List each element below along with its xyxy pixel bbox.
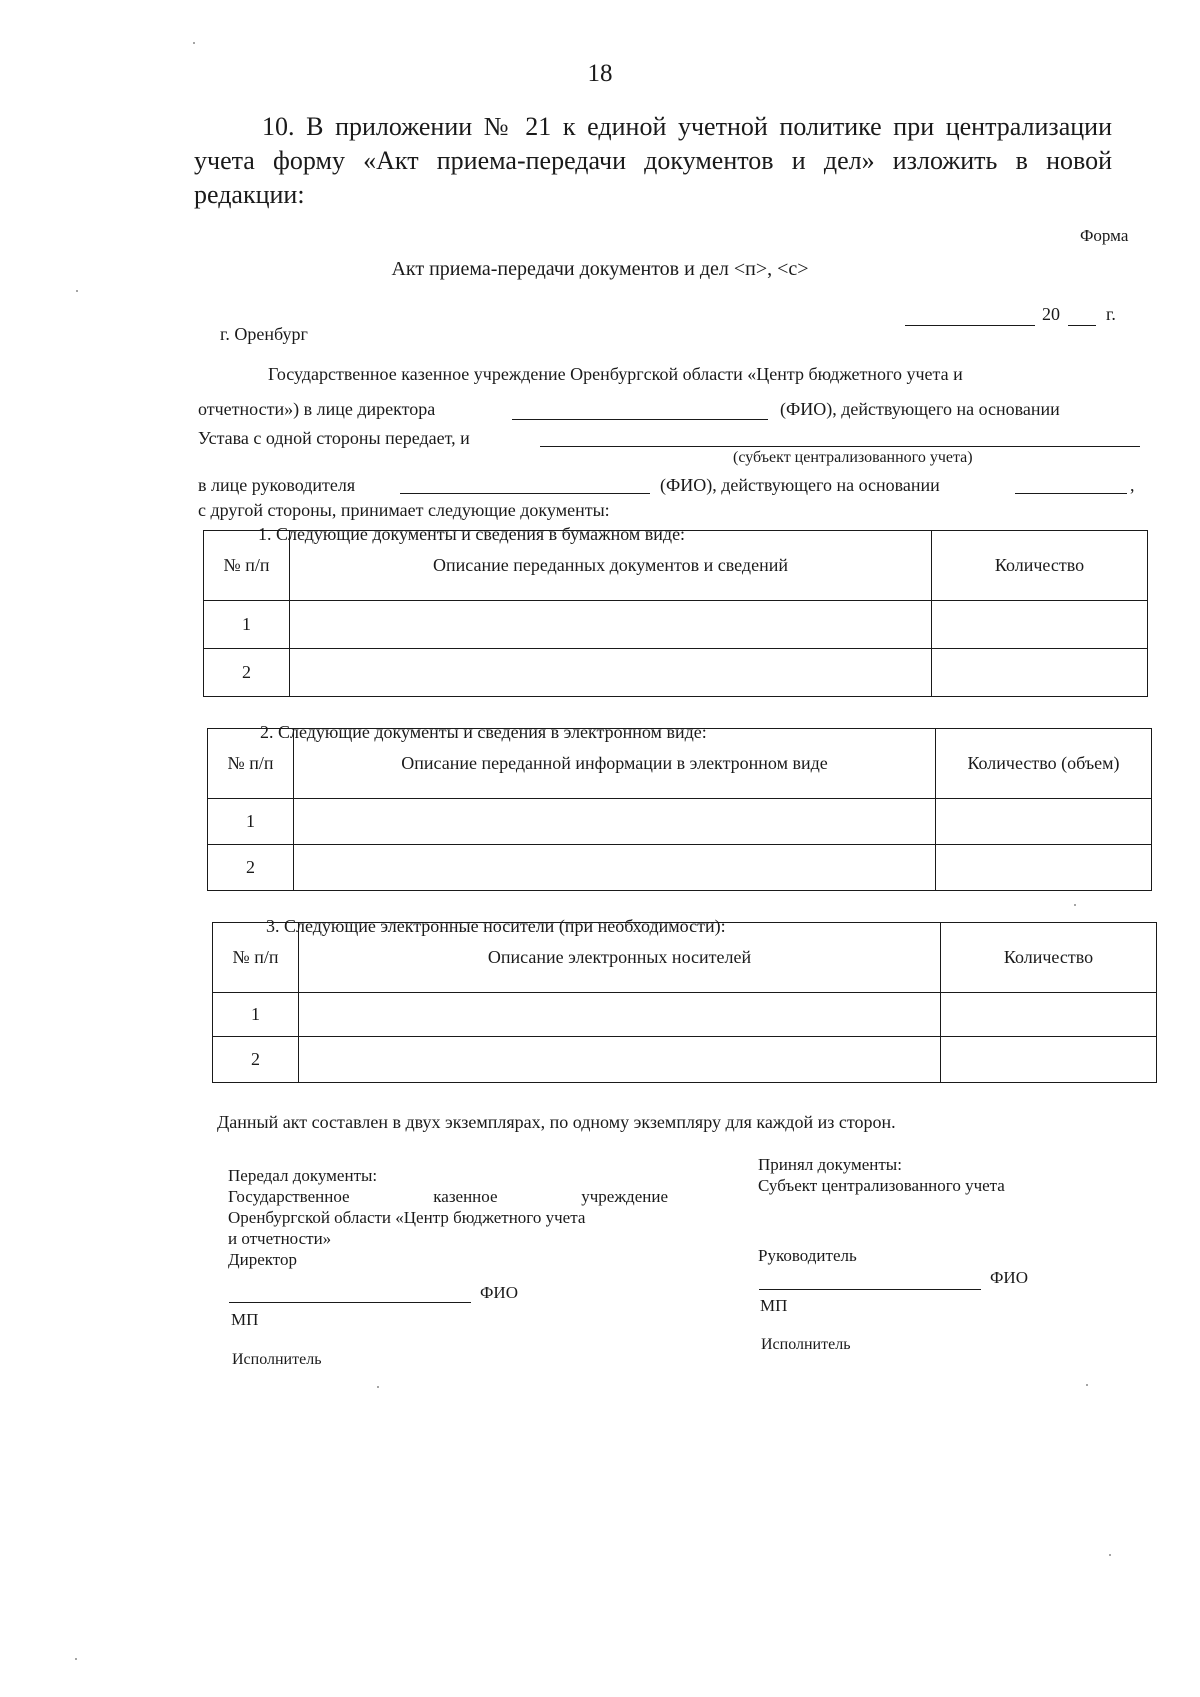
transferor-org-line-2: Оренбургской области «Центр бюджетного учета bbox=[228, 1208, 586, 1227]
table-row bbox=[208, 799, 1152, 845]
org-word: казенное bbox=[433, 1187, 498, 1206]
date-year-suffix: г. bbox=[1106, 304, 1116, 324]
intro-line-1: 10. В приложении № 21 к единой учетной политике при централизации bbox=[262, 112, 1112, 141]
table-header-row bbox=[208, 729, 1152, 799]
transferor-org-line-3: и отчетности» bbox=[228, 1229, 332, 1248]
page-number: 18 bbox=[587, 60, 613, 87]
body-line-3-left: Устава с одной стороны передает, и bbox=[198, 428, 470, 448]
row-number: 2 bbox=[213, 1037, 299, 1083]
body-line-1: Государственное казенное учреждение Оренбургской области «Центр бюджетного учета и bbox=[268, 364, 963, 384]
table-row bbox=[213, 1037, 1157, 1083]
recipient-stamp: МП bbox=[760, 1296, 788, 1315]
row-number: 1 bbox=[208, 799, 294, 845]
transferor-signature-block bbox=[228, 1165, 668, 1270]
row-description[interactable] bbox=[299, 993, 941, 1037]
row-description[interactable] bbox=[294, 845, 936, 891]
row-description[interactable] bbox=[290, 601, 932, 649]
recipient-signature-blank bbox=[759, 1289, 981, 1290]
recipient-subject: Субъект централизованного учета bbox=[758, 1176, 1005, 1195]
body-line-5: с другой стороны, принимает следующие документы: bbox=[198, 500, 610, 520]
org-word: Государственное bbox=[228, 1187, 350, 1206]
electronic-media-table bbox=[212, 922, 1157, 1083]
form-label: Форма bbox=[1080, 226, 1129, 245]
recipient-heading: Принял документы: bbox=[758, 1155, 902, 1174]
closing-statement: Данный акт составлен в двух экземплярах, по одному экземпляру для каждой из сторон. bbox=[217, 1112, 896, 1132]
row-number: 1 bbox=[213, 993, 299, 1037]
row-number: 2 bbox=[204, 649, 290, 697]
recipient-fio: ФИО bbox=[990, 1268, 1028, 1287]
intro-line-3: редакции: bbox=[194, 180, 305, 209]
intro-line-2: учета форму «Акт приема-передачи документов и дел» изложить в новой bbox=[194, 146, 1112, 175]
date-year-prefix: 20 bbox=[1042, 304, 1060, 324]
transferor-fio: ФИО bbox=[480, 1283, 518, 1302]
scan-speck bbox=[1109, 1554, 1111, 1556]
header-number: № п/п bbox=[213, 923, 299, 993]
header-quantity: Количество bbox=[932, 531, 1148, 601]
director-fio-blank bbox=[512, 419, 768, 420]
body-line-2-right: (ФИО), действующего на основании bbox=[780, 399, 1060, 419]
row-description[interactable] bbox=[290, 649, 932, 697]
row-quantity[interactable] bbox=[932, 601, 1148, 649]
recipient-position: Руководитель bbox=[758, 1246, 857, 1265]
table-row bbox=[213, 993, 1157, 1037]
scan-speck bbox=[1074, 904, 1076, 906]
row-quantity[interactable] bbox=[936, 845, 1152, 891]
table-row bbox=[208, 845, 1152, 891]
header-number: № п/п bbox=[208, 729, 294, 799]
transferor-signature-blank bbox=[229, 1302, 471, 1303]
row-description[interactable] bbox=[294, 799, 936, 845]
transferor-position: Директор bbox=[228, 1250, 297, 1269]
section-1-caption: 1. Следующие документы и сведения в бумажном виде: bbox=[258, 524, 686, 544]
subject-caption: (субъект централизованного учета) bbox=[733, 449, 973, 466]
header-description: Описание электронных носителей bbox=[299, 923, 941, 993]
body-line-4-left: в лице руководителя bbox=[198, 475, 356, 495]
header-description: Описание переданной информации в электронном виде bbox=[294, 729, 936, 799]
table-row bbox=[204, 601, 1148, 649]
table-row bbox=[204, 649, 1148, 697]
row-quantity[interactable] bbox=[941, 993, 1157, 1037]
transferor-heading: Передал документы: bbox=[228, 1166, 378, 1185]
scan-speck bbox=[75, 1658, 77, 1660]
row-quantity[interactable] bbox=[941, 1037, 1157, 1083]
header-description: Описание переданных документов и сведений bbox=[290, 531, 932, 601]
scan-speck bbox=[1086, 1384, 1088, 1386]
row-quantity[interactable] bbox=[932, 649, 1148, 697]
header-quantity: Количество bbox=[941, 923, 1157, 993]
row-number: 1 bbox=[204, 601, 290, 649]
body-line-4-end: , bbox=[1130, 475, 1135, 495]
scan-speck bbox=[193, 42, 195, 44]
body-line-2-left: отчетности») в лице директора bbox=[198, 399, 436, 419]
transferor-executor: Исполнитель bbox=[232, 1351, 322, 1368]
electronic-documents-table bbox=[207, 728, 1152, 891]
scan-speck bbox=[377, 1386, 379, 1388]
table-header-row bbox=[204, 531, 1148, 601]
scan-speck bbox=[76, 290, 78, 292]
act-title: Акт приема-передачи документов и дел <п>, <с> bbox=[391, 258, 809, 280]
transferor-stamp: МП bbox=[231, 1310, 259, 1329]
date-day-month-blank bbox=[905, 325, 1035, 326]
city: г. Оренбург bbox=[220, 324, 308, 344]
basis-blank bbox=[1015, 493, 1127, 494]
section-3-caption: 3. Следующие электронные носители (при необходимости): bbox=[266, 916, 726, 936]
row-number: 2 bbox=[208, 845, 294, 891]
head-fio-blank bbox=[400, 493, 650, 494]
body-line-4-mid: (ФИО), действующего на основании bbox=[660, 475, 940, 495]
recipient-signature-block bbox=[758, 1154, 1005, 1196]
section-2-caption: 2. Следующие документы и сведения в электронном виде: bbox=[260, 722, 707, 742]
row-description[interactable] bbox=[299, 1037, 941, 1083]
recipient-executor: Исполнитель bbox=[761, 1336, 851, 1353]
table-header-row bbox=[213, 923, 1157, 993]
header-number: № п/п bbox=[204, 531, 290, 601]
transferor-org-line-1 bbox=[228, 1186, 668, 1207]
paper-documents-table bbox=[203, 530, 1148, 697]
header-quantity: Количество (объем) bbox=[936, 729, 1152, 799]
row-quantity[interactable] bbox=[936, 799, 1152, 845]
org-word: учреждение bbox=[581, 1187, 668, 1206]
date-year-blank bbox=[1068, 325, 1096, 326]
subject-name-blank bbox=[540, 446, 1140, 447]
